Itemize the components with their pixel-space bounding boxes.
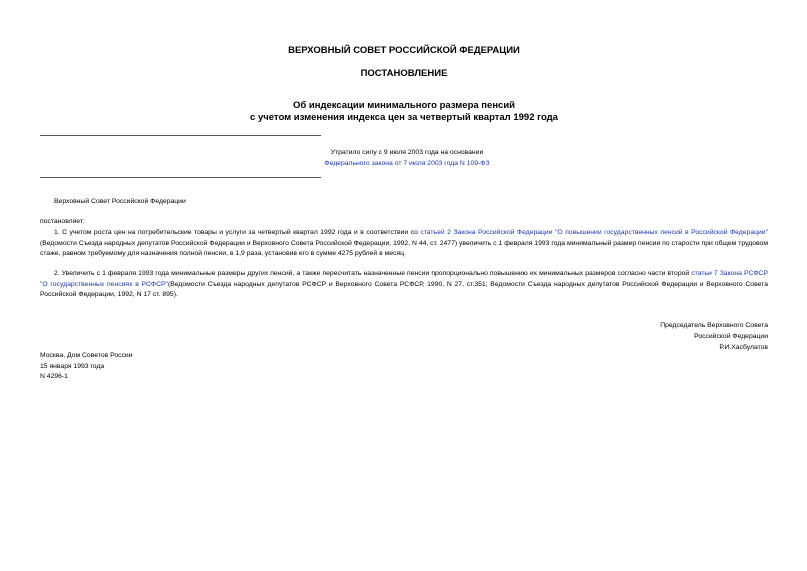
annulment-text: Утратило силу с 9 июля 2003 года на основании: [330, 149, 484, 156]
resolves-line: постановляет:: [40, 218, 85, 225]
paragraph-1-law-link[interactable]: статьей 2 Закона Российской Федерации "О повышении государственных пенсий в Российской Федерации": [420, 229, 769, 236]
annulment-law-link[interactable]: Федерального закона от 7 июля 2003 года N 109-ФЗ: [324, 160, 490, 167]
title-line-2: с учетом изменения индекса цен за четвертый квартал 1992 года: [250, 112, 558, 123]
title-line-1: Об индексации минимального размера пенсий: [292, 100, 516, 111]
paragraph-2-law-link[interactable]: статьи 7 Закона РСФСР "О государственных пенсиях в РСФСР": [40, 270, 768, 288]
signature-block: [560, 320, 768, 353]
document-number: N 4296-1: [40, 373, 68, 380]
annulment-note: [240, 147, 574, 169]
issuing-authority: ВЕРХОВНЫЙ СОВЕТ РОССИЙСКОЙ ФЕДЕРАЦИИ: [288, 45, 520, 56]
issuer-line: Верховный Совет Российской Федерации: [54, 198, 186, 205]
signature-title-1: Председатель Верховного Совета: [660, 322, 768, 329]
paragraph-1-text-a: 1. С учетом роста цен на потребительские товары и услуги за четвертый квартал 1992 года и в соответствии со: [54, 229, 421, 236]
paragraph-1: [40, 228, 768, 260]
place-date: 15 января 1993 года: [40, 362, 105, 370]
signature-title-2: Российской Федерации: [694, 333, 768, 340]
place-date-block: [40, 351, 133, 383]
divider-top: [40, 135, 321, 136]
divider-bottom: [40, 177, 321, 178]
paragraph-2-text-b: (Ведомости Съезда народных депутатов РСФСР и Верховного Совета РСФСР, 1990, N 27, ст.351; Ведомости Съезда народных депутатов Российской Федерации и Верховного Совета Российской Федерации, 1992, N 17 ст. 895).: [40, 280, 768, 298]
paragraph-1-text-b: (Ведомости Съезда народных депутатов Российской Федерации и Верховного Совета Российской Федерации, 1992, N 44, ст. 2477) увеличить с 1 февраля 1993 года минимальный размер пенсии по старости при общем трудовом стаже, равном требуемому для назначения полной пенсии, в 1,9 раза, установив его в сумме 4275 рублей в месяц.: [40, 239, 768, 257]
paragraph-2: [40, 269, 768, 301]
place-location: Москва, Дом Советов России: [40, 352, 133, 359]
document-title: [40, 100, 768, 124]
document-type: ПОСТАНОВЛЕНИЕ: [360, 68, 448, 79]
paragraph-2-text-a: 2. Увеличить с 1 февраля 1993 года минимальные размеры других пенсий, а также пересчитать назначенные пенсии пропорционально повышению их минимальных размеров согласно части второй: [54, 270, 692, 277]
signature-name: Р.И.Хасбулатов: [719, 344, 768, 351]
